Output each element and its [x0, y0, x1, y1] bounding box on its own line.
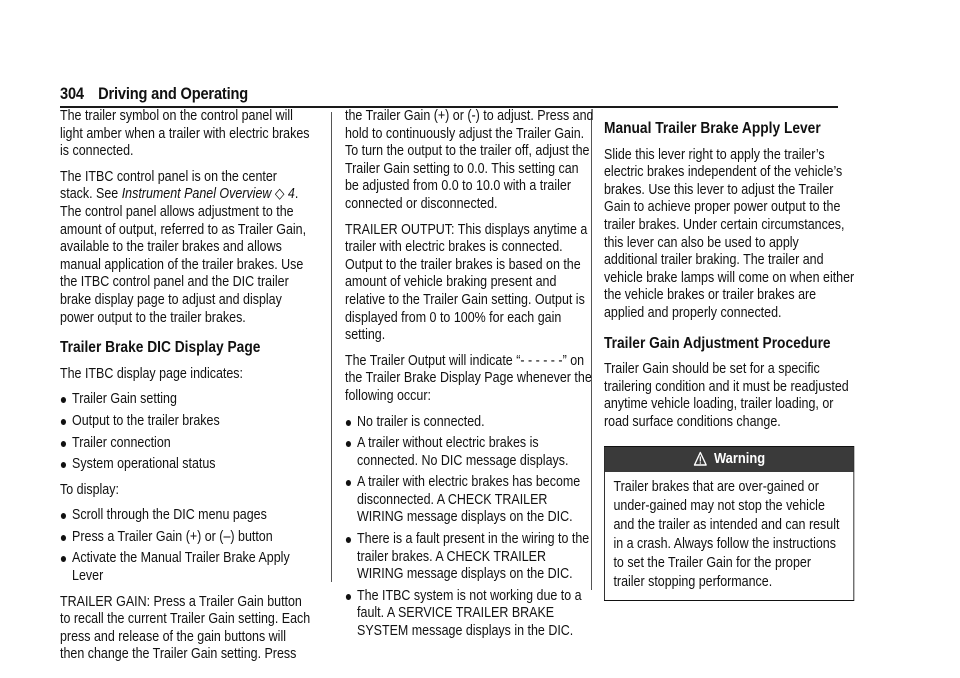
warning-title-bar [605, 447, 854, 473]
paragraph: The Trailer Output will indicate “- - - - - -” on the Trailer Brake Display Page whenever the following occur: [345, 352, 592, 404]
paragraph: TRAILER GAIN: Press a Trailer Gain button to recall the current Trailer Gain setting. Each press and release of the gain buttons will then change the Trailer Gain setting. Press [60, 593, 311, 663]
list-item: Press a Trailer Gain (+) or (–) button [60, 529, 310, 547]
paragraph: Trailer Gain should be set for a specific trailering condition and it must be readjusted anytime vehicle loading, trailer loading, or road surface conditions change. [604, 361, 849, 430]
paragraph: To display: [60, 481, 119, 498]
warning-icon [693, 451, 707, 467]
column-1 [60, 108, 310, 672]
column-3 [604, 108, 854, 601]
list-item: Scroll through the DIC menu pages [60, 507, 310, 525]
list-item: No trailer is connected. [345, 414, 595, 432]
paragraph: the Trailer Gain (+) or (-) to adjust. Press and hold to continuously adjust the Trailer Gain. To turn the output to the trailer off, adjust the Trailer Gain setting to 0.0. This setting can be adjusted from 0.0 to 10.0 with a trailer connected or disconnected. [345, 108, 594, 212]
section-title: Driving and Operating [98, 84, 249, 103]
list-item: A trailer with electric brakes has become disconnected. A CHECK TRAILER WIRING message displays on the DIC. [345, 474, 595, 527]
column-2 [345, 108, 595, 649]
column-divider-1 [331, 112, 332, 582]
page-number: 304 [60, 84, 84, 103]
paragraph: The trailer symbol on the control panel will light amber when a trailer with electric brakes is connected. [60, 108, 310, 160]
paragraph: TRAILER OUTPUT: This displays anytime a trailer with electric brakes is connected. Output to the trailer brakes is based on the amount of vehicle braking present and relative to the Trailer Gain setting. Output is displayed from 0 to 100% for each gain setting. [345, 221, 588, 344]
list-item: Output to the trailer brakes [60, 413, 310, 431]
list-item: Trailer Gain setting [60, 391, 310, 409]
text: The ITBC control panel is on the center stack. See [60, 168, 277, 203]
section-heading: Trailer Brake DIC Display Page [60, 339, 261, 357]
warning-text: Trailer brakes that are over-gained or under-gained may not stop the vehicle and the trailer as intended and can result in a crash. Always follow the instructions to set the Trailer Gain for the proper trailer stopping performance. [613, 479, 840, 591]
warning-box [604, 446, 854, 602]
warning-title: Warning [713, 449, 766, 467]
page-ref-icon: ◇ [271, 186, 288, 203]
list-item: A trailer without electric brakes is connected. No DIC message displays. [345, 435, 595, 470]
paragraph: The ITBC display page indicates: [60, 365, 243, 382]
bullet-list [345, 414, 595, 641]
list-item: Activate the Manual Trailer Brake Apply Lever [60, 550, 310, 585]
bullet-list [60, 507, 310, 585]
section-heading: Manual Trailer Brake Apply Lever [604, 120, 821, 137]
bullet-list [60, 391, 310, 473]
paragraph: Slide this lever right to apply the trailer’s electric brakes independent of the vehicle’s brakes. Use this lever to adjust the Trailer Gain to achieve proper power output to the trailer brakes. Under certain circumstances, this lever can also be used to apply additional trailer braking. The trailer and vehicle brake lamps will come on when either the vehicle brakes or trailer brakes are applied and properly connected. [604, 146, 855, 321]
page-header [60, 84, 248, 104]
section-heading: Trailer Gain Adjustment Procedure [604, 334, 831, 352]
list-item: System operational status [60, 456, 310, 474]
paragraph [60, 169, 310, 327]
page-ref-number[interactable]: 4 [287, 186, 295, 203]
list-item: The ITBC system is not working due to a fault. A SERVICE TRAILER BRAKE SYSTEM message displays in the DIC. [345, 588, 595, 641]
list-item: Trailer connection [60, 435, 310, 453]
list-item: There is a fault present in the wiring to the trailer brakes. A CHECK TRAILER WIRING message displays on the DIC. [345, 531, 595, 584]
text: . The control panel allows adjustment to the amount of output, referred to as Trailer Gain, available to the trailer brakes and allows manual application of the trailer brakes. Use the ITBC control panel and the DIC trailer brake display page to adjust and display power output to the trailer brakes. [60, 186, 307, 326]
cross-reference-link[interactable]: Instrument Panel Overview [121, 186, 272, 203]
